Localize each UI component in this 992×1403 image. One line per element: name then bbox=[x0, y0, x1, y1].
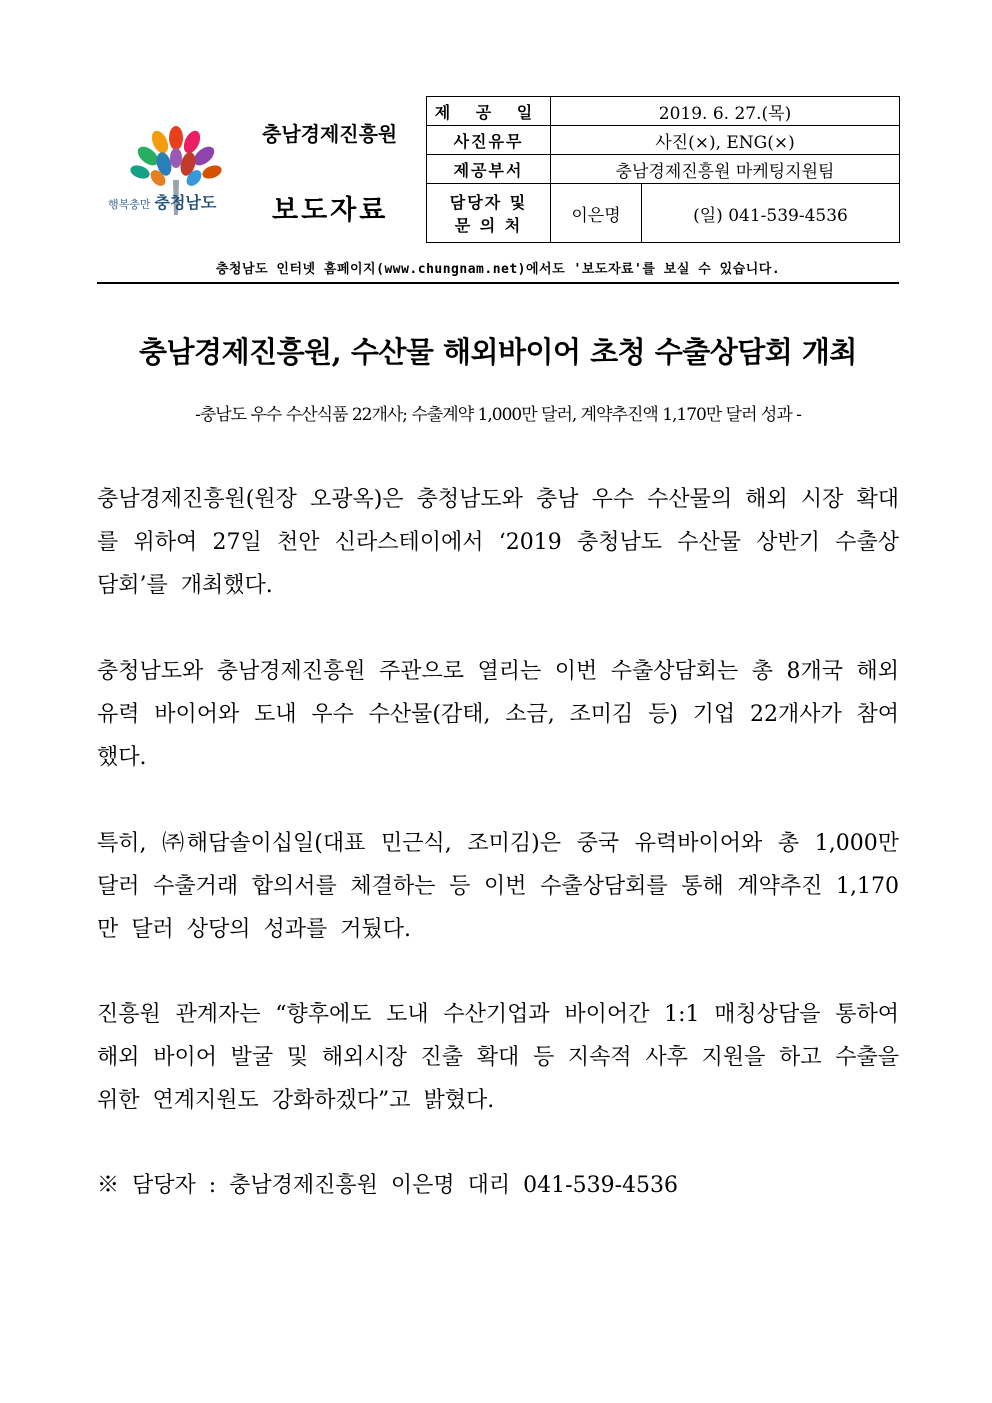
contact-phone: (일) 041-539-4536 bbox=[642, 184, 900, 243]
header-divider bbox=[97, 282, 899, 284]
date-value: 2019. 6. 27.(목) bbox=[551, 97, 900, 126]
body-paragraph: 충청남도와 충남경제진흥원 주관으로 열리는 이번 수출상담회는 총 8개국 해외 유력 바이어와 도내 우수 수산물(감태, 소금, 조미김 등) 기업 22개사가 참여했다. bbox=[97, 659, 899, 770]
logo-slogan-small: 행복충만 bbox=[108, 198, 151, 211]
date-label: 제 공 일 bbox=[427, 97, 551, 126]
subheadline: -충남도 우수 수산식품 22개사; 수출계약 1,000만 달러, 계약추진액 1,170만 달러 성과 - bbox=[195, 405, 801, 425]
dept-value: 충남경제진흥원 마케팅지원팀 bbox=[551, 155, 900, 184]
agency-name: 충남경제진흥원 bbox=[262, 122, 398, 146]
info-row-contact bbox=[427, 184, 900, 243]
contact-note: ※ 담당자 : 충남경제진흥원 이은명 대리 041-539-4536 bbox=[97, 1173, 678, 1198]
info-table bbox=[426, 96, 900, 243]
dept-label: 제공부서 bbox=[427, 155, 551, 184]
info-row-date bbox=[427, 97, 900, 126]
homepage-notice: 충청남도 인터넷 홈페이지(www.chungnam.net)에서도 '보도자료'를 보실 수 있습니다. bbox=[215, 262, 781, 277]
info-row-photo bbox=[427, 126, 900, 155]
contact-label-line2: 문 의 처 bbox=[454, 216, 523, 235]
body-paragraph: 충남경제진흥원(원장 오광옥)은 충청남도와 충남 우수 수산물의 해외 시장 확대를 위하여 27일 천안 신라스테이에서 ‘2019 충청남도 수산물 상반기 수출상담회’를 개최했다. bbox=[97, 487, 899, 598]
info-row-dept bbox=[427, 155, 900, 184]
body-paragraph: 진흥원 관계자는 “향후에도 도내 수산기업과 바이어간 1:1 매칭상담을 통하여 해외 바이어 발굴 및 해외시장 진출 확대 등 지속적 사후 지원을 하고 수출을 위한 연계지원도 강화하겠다”고 밝혔다. bbox=[97, 1002, 899, 1113]
photo-value: 사진(×), ENG(×) bbox=[551, 126, 900, 155]
contact-label-line1: 담당자 및 bbox=[449, 193, 528, 212]
logo-slogan bbox=[108, 190, 248, 213]
contact-name: 이은명 bbox=[551, 184, 642, 243]
body-paragraph: 특히, ㈜해담솔이십일(대표 민근식, 조미김)은 중국 유력바이어와 총 1,000만 달러 수출거래 합의서를 체결하는 등 이번 수출상담회를 통해 계약추진 1,170만 달러 상당의 성과를 거뒀다. bbox=[97, 831, 899, 942]
contact-label bbox=[427, 184, 551, 243]
logo-slogan-big: 충청남도 bbox=[154, 193, 217, 212]
photo-label: 사진유무 bbox=[427, 126, 551, 155]
press-release-label: 보도자료 bbox=[272, 195, 389, 226]
headline: 충남경제진흥원, 수산물 해외바이어 초청 수출상담회 개최 bbox=[139, 335, 857, 369]
